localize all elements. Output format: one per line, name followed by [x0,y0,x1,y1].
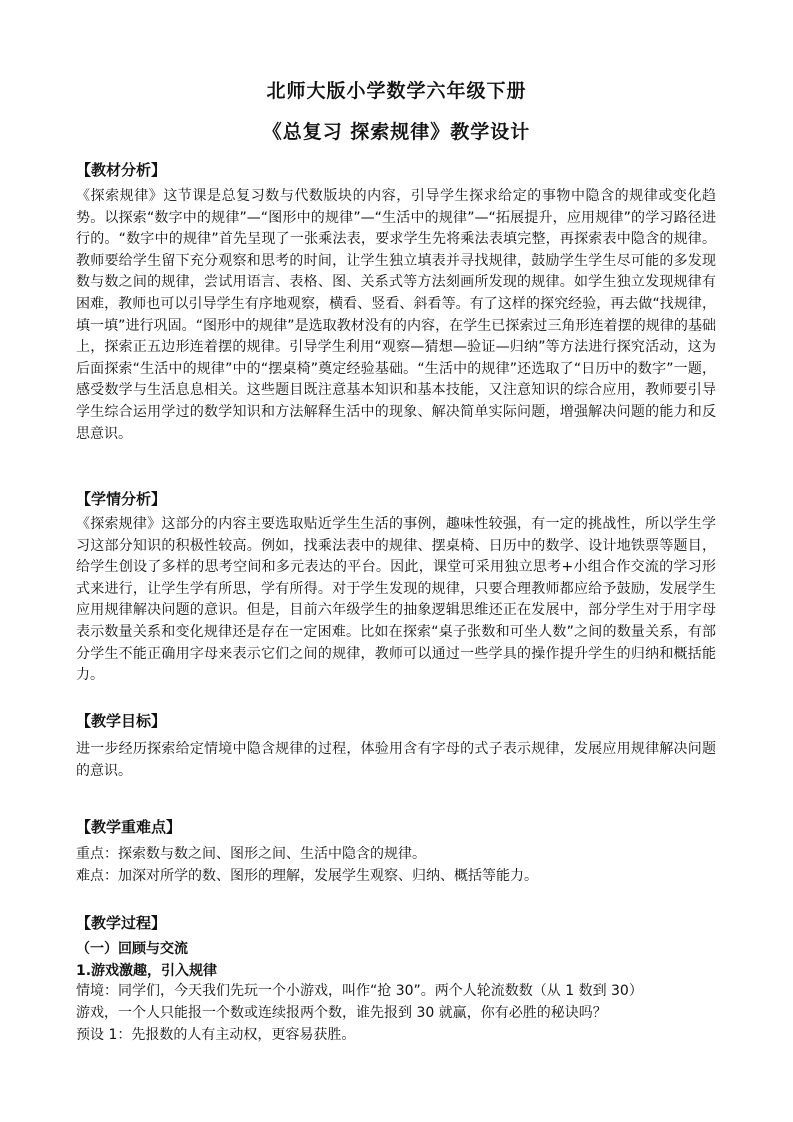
process-situation-line2: 游戏，一个人只能报一个数或连续报两个数，谁先报到 30 就赢，你有必胜的秘诀吗？ [76,1005,607,1021]
process-part-heading: （一）回顾与交流 [76,941,188,957]
section-heading-students: 【学情分析】 [76,490,167,508]
document-title: 北师大版小学数学六年级下册 [266,80,527,102]
section-heading-goals: 【教学目标】 [76,712,167,730]
section-heading-process: 【教学过程】 [76,914,167,932]
section-body-students: 《探索规律》这部分的内容主要选取贴近学生生活的事例，趣味性较强，有一定的挑战性，所以学生学习这部分知识的积极性较高。例如，找乘法表中的规律、摆桌椅、日历中的数学、设计地铁票等题目，给学生创设了多样的思考空间和多元表达的平台。因此，课堂可采用独立思考+小组合作交流的学习形式来进行，让学生学有所思，学有所得。对于学生发现的规律，只要合理教师都应给予鼓励，发展学生应用规律解决问题的意识。但是，目前六年级学生的抽象逻辑思维还正在发展中，部分学生对于用字母表示数量关系和变化规律还是存在一定困难。比如在探索“桌子张数和可坐人数”之间的数量关系，有部分学生不能正确用字母来表示它们之间的规律，教师可以通过一些学具的操作提升学生的归纳和概括能力。 [76,516,716,684]
section-body-goals: 进一步经历探索给定情境中隐含规律的过程，体验用含有字母的式子表示规律，发展应用规律解决问题的意识。 [76,741,716,779]
document-subtitle: 《总复习 探索规律》教学设计 [262,121,531,143]
section-heading-analysis: 【教材分析】 [76,161,167,179]
section-heading-keypoints: 【教学重难点】 [76,818,182,836]
keypoint-difficulty: 难点：加深对所学的数、图形的理解，发展学生观察、归纳、概括等能力。 [76,868,538,884]
process-situation-line1: 情境：同学们，今天我们先玩一个小游戏，叫作“抢 30”。两个人轮流数数（从 1 数到 30） [76,983,643,999]
process-step-heading: 1.游戏激趣，引入规律 [76,963,218,979]
section-body-analysis: 《探索规律》这节课是总复习数与代数版块的内容，引导学生探求给定的事物中隐含的规律或变化趋势。以探索“数字中的规律”—“图形中的规律”—“生活中的规律”—“拓展提升，应用规律”的学习路径进行的。“数字中的规律”首先呈现了一张乘法表，要求学生先将乘法表填完整，再探索表中隐含的规律。教师要给学生留下充分观察和思考的时间，让学生独立填表并寻找规律，鼓励学生学生尽可能的多发现数与数之间的规律，尝试用语言、表格、图、关系式等方法刻画所发现的规律。如学生独立发现规律有困难，教师也可以引导学生有序地观察，横看、竖看、斜看等。有了这样的探究经验，再去做“找规律，填一填”进行巩固。“图形中的规律”是选取教材没有的内容，在学生已探索过三角形连着摆的规律的基础上，探索正五边形连着摆的规律。引导学生利用“观察—猜想—验证—归纳”等方法进行探究活动，这为后面探索“生活中的规律”中的“摆桌椅”奠定经验基础。“生活中的规律”还选取了“日历中的数字”一题，感受数学与生活息息相关。这些题目既注意基本知识和基本技能，又注意知识的综合应用，教师要引导 学生综合运用学过的数学知识和方法解释生活中的现象、解决简单实际问题，增强解决问题的能力和反思意识。 [76,188,716,442]
process-preset-line: 预设 1：先报数的人有主动权，更容易获胜。 [76,1027,356,1043]
keypoint-focus: 重点：探索数与数之间、图形之间、生活中隐含的规律。 [76,846,426,862]
